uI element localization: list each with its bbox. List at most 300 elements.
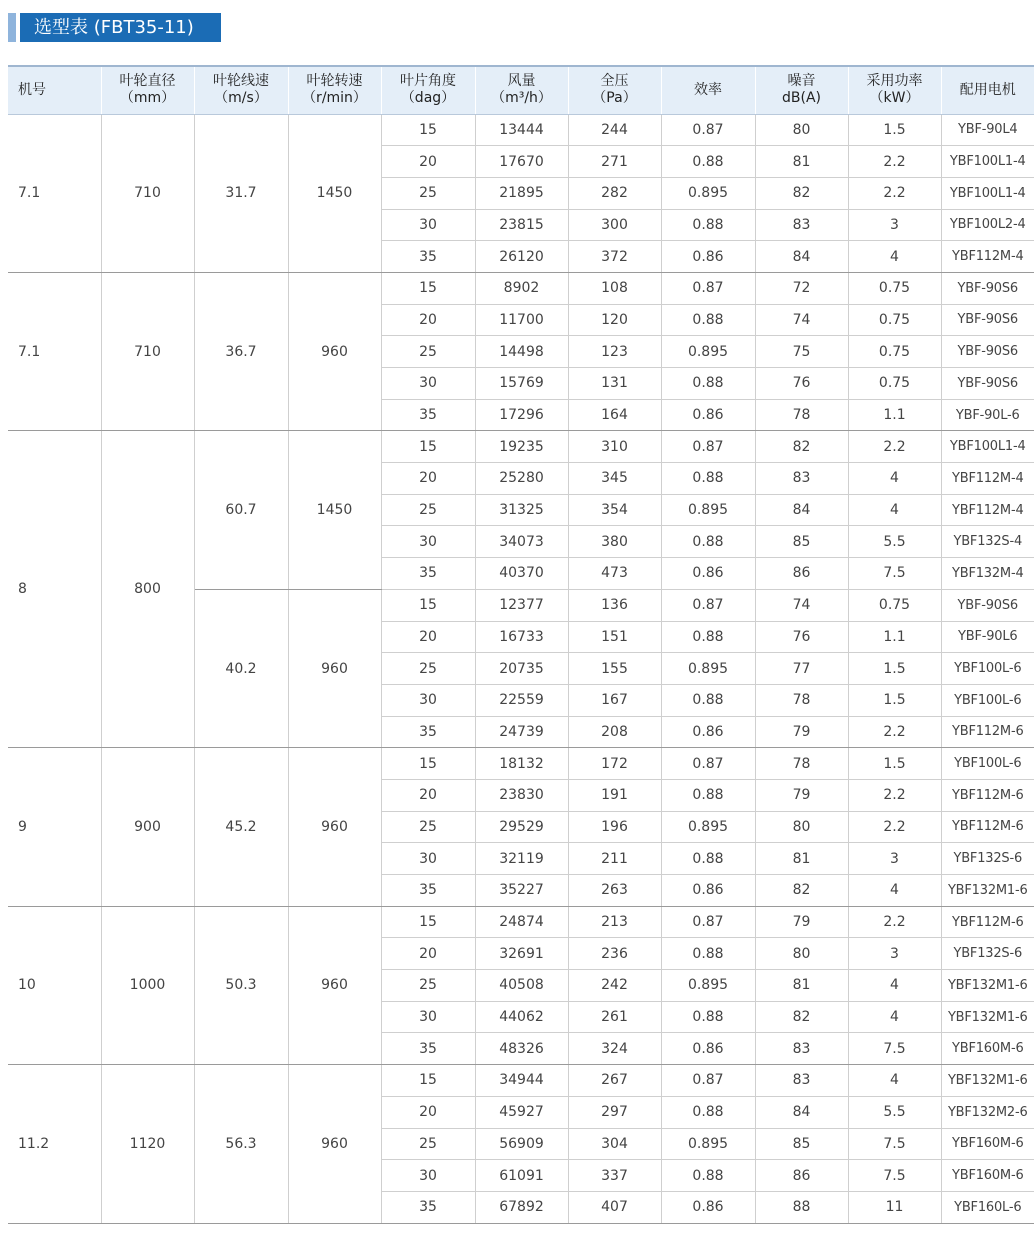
cell-motor: YBF160M-6 <box>941 1160 1034 1192</box>
table-row <box>8 906 1034 938</box>
cell-efficiency: 0.88 <box>661 463 755 495</box>
cell-motor: YBF132S-4 <box>941 526 1034 558</box>
cell-linear-speed: 56.3 <box>194 1065 288 1223</box>
cell-power: 7.5 <box>848 558 941 590</box>
cell-motor: YBF132S-6 <box>941 843 1034 875</box>
cell-motor: YBF-90L-6 <box>941 399 1034 431</box>
cell-airflow: 32691 <box>475 938 568 970</box>
cell-efficiency: 0.895 <box>661 494 755 526</box>
table-row <box>8 431 1034 463</box>
cell-motor: YBF132M1-6 <box>941 1065 1034 1097</box>
cell-motor: YBF100L1-4 <box>941 146 1034 178</box>
cell-efficiency: 0.88 <box>661 304 755 336</box>
cell-motor: YBF112M-4 <box>941 463 1034 495</box>
cell-pressure: 337 <box>568 1160 661 1192</box>
header-linear-speed-label: 叶轮线速 <box>213 73 269 90</box>
cell-angle: 35 <box>381 558 475 590</box>
cell-pressure: 120 <box>568 304 661 336</box>
cell-airflow: 61091 <box>475 1160 568 1192</box>
cell-efficiency: 0.87 <box>661 906 755 938</box>
cell-pressure: 304 <box>568 1128 661 1160</box>
cell-motor: YBF112M-4 <box>941 241 1034 273</box>
cell-airflow: 15769 <box>475 368 568 400</box>
cell-efficiency: 0.88 <box>661 209 755 241</box>
cell-airflow: 44062 <box>475 1001 568 1033</box>
cell-rotation-speed: 1450 <box>288 431 381 589</box>
header-motor: 配用电机 <box>941 66 1034 114</box>
header-blade-angle-label: 叶片角度 <box>400 73 456 90</box>
cell-efficiency: 0.87 <box>661 431 755 463</box>
header-power-label: 采用功率 <box>866 73 923 90</box>
cell-angle: 35 <box>381 241 475 273</box>
cell-noise: 78 <box>755 399 848 431</box>
cell-rotation-speed: 960 <box>288 748 381 906</box>
header-rotation-speed-label: 叶轮转速 <box>306 73 363 90</box>
cell-noise: 77 <box>755 653 848 685</box>
cell-power: 2.2 <box>848 431 941 463</box>
cell-power: 5.5 <box>848 526 941 558</box>
cell-motor: YBF100L1-4 <box>941 431 1034 463</box>
table-row <box>8 1065 1034 1097</box>
cell-pressure: 211 <box>568 843 661 875</box>
header-diameter <box>101 66 194 114</box>
cell-motor: YBF132M2-6 <box>941 1096 1034 1128</box>
header-diameter-label: 叶轮直径 <box>119 73 176 90</box>
cell-angle: 15 <box>381 431 475 463</box>
cell-pressure: 282 <box>568 177 661 209</box>
cell-motor: YBF-90S6 <box>941 589 1034 621</box>
cell-noise: 79 <box>755 716 848 748</box>
header-airflow <box>475 66 568 114</box>
cell-angle: 20 <box>381 938 475 970</box>
cell-efficiency: 0.88 <box>661 146 755 178</box>
cell-power: 4 <box>848 463 941 495</box>
cell-power: 0.75 <box>848 304 941 336</box>
header-noise-unit: dB(A) <box>782 90 821 107</box>
cell-linear-speed: 50.3 <box>194 906 288 1064</box>
table-row <box>8 272 1034 304</box>
cell-power: 7.5 <box>848 1128 941 1160</box>
cell-airflow: 67892 <box>475 1191 568 1223</box>
cell-efficiency: 0.86 <box>661 241 755 273</box>
cell-pressure: 310 <box>568 431 661 463</box>
cell-airflow: 34944 <box>475 1065 568 1097</box>
cell-noise: 74 <box>755 589 848 621</box>
cell-power: 4 <box>848 494 941 526</box>
cell-efficiency: 0.88 <box>661 843 755 875</box>
cell-pressure: 167 <box>568 684 661 716</box>
cell-efficiency: 0.88 <box>661 1001 755 1033</box>
cell-angle: 15 <box>381 114 475 146</box>
table-row <box>8 748 1034 780</box>
cell-angle: 15 <box>381 272 475 304</box>
cell-airflow: 24739 <box>475 716 568 748</box>
cell-motor: YBF100L-6 <box>941 653 1034 685</box>
cell-angle: 30 <box>381 684 475 716</box>
cell-pressure: 407 <box>568 1191 661 1223</box>
cell-pressure: 345 <box>568 463 661 495</box>
cell-efficiency: 0.86 <box>661 716 755 748</box>
section-title: 选型表 (FBT35-11) <box>20 13 221 42</box>
cell-efficiency: 0.86 <box>661 1191 755 1223</box>
header-row <box>8 66 1034 114</box>
cell-linear-speed: 45.2 <box>194 748 288 906</box>
cell-machine-no: 8 <box>8 431 101 748</box>
cell-efficiency: 0.88 <box>661 526 755 558</box>
cell-airflow: 31325 <box>475 494 568 526</box>
header-linear-speed <box>194 66 288 114</box>
cell-motor: YBF-90S6 <box>941 368 1034 400</box>
cell-power: 4 <box>848 1065 941 1097</box>
cell-linear-speed: 60.7 <box>194 431 288 589</box>
cell-power: 1.5 <box>848 748 941 780</box>
cell-efficiency: 0.895 <box>661 336 755 368</box>
cell-noise: 83 <box>755 463 848 495</box>
cell-power: 3 <box>848 938 941 970</box>
cell-pressure: 131 <box>568 368 661 400</box>
cell-efficiency: 0.88 <box>661 938 755 970</box>
cell-power: 3 <box>848 209 941 241</box>
cell-angle: 20 <box>381 463 475 495</box>
title-accent <box>8 13 16 42</box>
cell-power: 0.75 <box>848 272 941 304</box>
cell-angle: 20 <box>381 621 475 653</box>
cell-motor: YBF132M1-6 <box>941 875 1034 907</box>
cell-angle: 30 <box>381 209 475 241</box>
cell-efficiency: 0.87 <box>661 748 755 780</box>
cell-noise: 79 <box>755 779 848 811</box>
cell-noise: 79 <box>755 906 848 938</box>
cell-motor: YBF-90L6 <box>941 621 1034 653</box>
cell-diameter: 710 <box>101 114 194 272</box>
cell-linear-speed: 31.7 <box>194 114 288 272</box>
cell-angle: 15 <box>381 1065 475 1097</box>
cell-noise: 72 <box>755 272 848 304</box>
cell-noise: 81 <box>755 970 848 1002</box>
cell-efficiency: 0.895 <box>661 811 755 843</box>
cell-machine-no: 7.1 <box>8 272 101 430</box>
cell-motor: YBF112M-6 <box>941 811 1034 843</box>
header-pressure-label: 全压 <box>600 73 629 90</box>
header-noise-label: 噪音 <box>787 73 816 90</box>
cell-pressure: 473 <box>568 558 661 590</box>
cell-noise: 80 <box>755 114 848 146</box>
cell-power: 4 <box>848 241 941 273</box>
cell-motor: YBF-90L4 <box>941 114 1034 146</box>
cell-airflow: 34073 <box>475 526 568 558</box>
cell-power: 4 <box>848 875 941 907</box>
header-power-unit: （kW） <box>869 90 920 107</box>
cell-motor: YBF112M-6 <box>941 779 1034 811</box>
cell-pressure: 242 <box>568 970 661 1002</box>
cell-airflow: 21895 <box>475 177 568 209</box>
cell-efficiency: 0.88 <box>661 1160 755 1192</box>
cell-diameter: 1120 <box>101 1065 194 1223</box>
cell-airflow: 40370 <box>475 558 568 590</box>
cell-angle: 20 <box>381 779 475 811</box>
cell-airflow: 14498 <box>475 336 568 368</box>
table-row <box>8 114 1034 146</box>
table-body <box>8 114 1034 1223</box>
cell-angle: 20 <box>381 1096 475 1128</box>
cell-airflow: 32119 <box>475 843 568 875</box>
cell-pressure: 372 <box>568 241 661 273</box>
cell-power: 11 <box>848 1191 941 1223</box>
cell-motor: YBF-90S6 <box>941 336 1034 368</box>
cell-airflow: 16733 <box>475 621 568 653</box>
header-blade-angle-unit: （dag） <box>400 90 456 107</box>
cell-motor: YBF100L-6 <box>941 748 1034 780</box>
cell-pressure: 244 <box>568 114 661 146</box>
cell-motor: YBF100L1-4 <box>941 177 1034 209</box>
cell-airflow: 8902 <box>475 272 568 304</box>
cell-efficiency: 0.88 <box>661 368 755 400</box>
cell-pressure: 297 <box>568 1096 661 1128</box>
cell-angle: 15 <box>381 748 475 780</box>
cell-efficiency: 0.895 <box>661 653 755 685</box>
cell-noise: 85 <box>755 526 848 558</box>
cell-pressure: 155 <box>568 653 661 685</box>
cell-pressure: 151 <box>568 621 661 653</box>
cell-efficiency: 0.895 <box>661 177 755 209</box>
cell-airflow: 24874 <box>475 906 568 938</box>
cell-noise: 82 <box>755 177 848 209</box>
cell-noise: 84 <box>755 241 848 273</box>
cell-noise: 78 <box>755 748 848 780</box>
header-rotation-speed-unit: （r/min） <box>302 90 367 107</box>
cell-motor: YBF112M-4 <box>941 494 1034 526</box>
cell-diameter: 900 <box>101 748 194 906</box>
cell-efficiency: 0.86 <box>661 558 755 590</box>
cell-airflow: 25280 <box>475 463 568 495</box>
cell-power: 0.75 <box>848 589 941 621</box>
header-blade-angle <box>381 66 475 114</box>
cell-noise: 78 <box>755 684 848 716</box>
cell-power: 0.75 <box>848 336 941 368</box>
cell-pressure: 271 <box>568 146 661 178</box>
cell-pressure: 196 <box>568 811 661 843</box>
cell-airflow: 23830 <box>475 779 568 811</box>
cell-airflow: 29529 <box>475 811 568 843</box>
header-rotation-speed <box>288 66 381 114</box>
cell-noise: 86 <box>755 1160 848 1192</box>
cell-power: 1.5 <box>848 684 941 716</box>
header-pressure <box>568 66 661 114</box>
cell-angle: 25 <box>381 811 475 843</box>
header-diameter-unit: （mm） <box>119 90 176 107</box>
cell-motor: YBF132M-4 <box>941 558 1034 590</box>
cell-pressure: 136 <box>568 589 661 621</box>
cell-noise: 85 <box>755 1128 848 1160</box>
cell-airflow: 40508 <box>475 970 568 1002</box>
header-pressure-unit: （Pa） <box>592 90 637 107</box>
cell-linear-speed: 40.2 <box>194 589 288 747</box>
cell-efficiency: 0.86 <box>661 399 755 431</box>
cell-noise: 86 <box>755 558 848 590</box>
cell-pressure: 164 <box>568 399 661 431</box>
cell-airflow: 45927 <box>475 1096 568 1128</box>
cell-angle: 25 <box>381 177 475 209</box>
cell-noise: 81 <box>755 843 848 875</box>
cell-power: 4 <box>848 970 941 1002</box>
cell-diameter: 800 <box>101 431 194 748</box>
cell-motor: YBF132S-6 <box>941 938 1034 970</box>
cell-pressure: 191 <box>568 779 661 811</box>
cell-power: 3 <box>848 843 941 875</box>
cell-airflow: 19235 <box>475 431 568 463</box>
cell-pressure: 208 <box>568 716 661 748</box>
cell-angle: 25 <box>381 970 475 1002</box>
cell-efficiency: 0.87 <box>661 1065 755 1097</box>
cell-motor: YBF100L-6 <box>941 684 1034 716</box>
cell-machine-no: 10 <box>8 906 101 1064</box>
cell-angle: 30 <box>381 1160 475 1192</box>
cell-noise: 80 <box>755 811 848 843</box>
cell-pressure: 380 <box>568 526 661 558</box>
cell-motor: YBF160M-6 <box>941 1033 1034 1065</box>
header-linear-speed-unit: （m/s） <box>214 90 268 107</box>
cell-airflow: 17296 <box>475 399 568 431</box>
cell-motor: YBF160M-6 <box>941 1128 1034 1160</box>
cell-efficiency: 0.87 <box>661 589 755 621</box>
cell-airflow: 35227 <box>475 875 568 907</box>
cell-pressure: 261 <box>568 1001 661 1033</box>
cell-motor: YBF-90S6 <box>941 272 1034 304</box>
cell-power: 2.2 <box>848 146 941 178</box>
cell-noise: 74 <box>755 304 848 336</box>
cell-airflow: 17670 <box>475 146 568 178</box>
cell-noise: 83 <box>755 1065 848 1097</box>
cell-airflow: 11700 <box>475 304 568 336</box>
cell-airflow: 26120 <box>475 241 568 273</box>
cell-pressure: 324 <box>568 1033 661 1065</box>
cell-airflow: 20735 <box>475 653 568 685</box>
header-airflow-label: 风量 <box>507 73 536 90</box>
cell-airflow: 56909 <box>475 1128 568 1160</box>
cell-airflow: 22559 <box>475 684 568 716</box>
cell-power: 0.75 <box>848 368 941 400</box>
cell-angle: 30 <box>381 368 475 400</box>
cell-rotation-speed: 960 <box>288 906 381 1064</box>
cell-machine-no: 11.2 <box>8 1065 101 1223</box>
cell-motor: YBF160L-6 <box>941 1191 1034 1223</box>
section-title-bar <box>8 13 221 42</box>
cell-angle: 15 <box>381 906 475 938</box>
cell-power: 1.5 <box>848 653 941 685</box>
cell-efficiency: 0.87 <box>661 114 755 146</box>
cell-angle: 25 <box>381 653 475 685</box>
header-efficiency: 效率 <box>661 66 755 114</box>
cell-noise: 82 <box>755 431 848 463</box>
cell-noise: 84 <box>755 1096 848 1128</box>
cell-efficiency: 0.895 <box>661 1128 755 1160</box>
cell-angle: 35 <box>381 1191 475 1223</box>
cell-rotation-speed: 1450 <box>288 114 381 272</box>
cell-diameter: 710 <box>101 272 194 430</box>
cell-noise: 82 <box>755 1001 848 1033</box>
cell-efficiency: 0.86 <box>661 1033 755 1065</box>
cell-motor: YBF132M1-6 <box>941 970 1034 1002</box>
cell-pressure: 354 <box>568 494 661 526</box>
cell-power: 2.2 <box>848 716 941 748</box>
cell-pressure: 108 <box>568 272 661 304</box>
cell-pressure: 123 <box>568 336 661 368</box>
header-noise <box>755 66 848 114</box>
header-machine-no: 机号 <box>8 66 101 114</box>
cell-machine-no: 7.1 <box>8 114 101 272</box>
cell-angle: 30 <box>381 1001 475 1033</box>
cell-noise: 83 <box>755 1033 848 1065</box>
cell-machine-no: 9 <box>8 748 101 906</box>
cell-pressure: 172 <box>568 748 661 780</box>
cell-power: 1.5 <box>848 114 941 146</box>
cell-noise: 81 <box>755 146 848 178</box>
cell-rotation-speed: 960 <box>288 272 381 430</box>
cell-pressure: 263 <box>568 875 661 907</box>
cell-power: 5.5 <box>848 1096 941 1128</box>
cell-efficiency: 0.86 <box>661 875 755 907</box>
cell-angle: 35 <box>381 1033 475 1065</box>
cell-noise: 88 <box>755 1191 848 1223</box>
cell-noise: 76 <box>755 368 848 400</box>
cell-angle: 20 <box>381 146 475 178</box>
cell-pressure: 213 <box>568 906 661 938</box>
cell-power: 1.1 <box>848 399 941 431</box>
cell-airflow: 18132 <box>475 748 568 780</box>
selection-table <box>8 65 1034 1224</box>
cell-motor: YBF-90S6 <box>941 304 1034 336</box>
cell-pressure: 236 <box>568 938 661 970</box>
header-power <box>848 66 941 114</box>
cell-pressure: 300 <box>568 209 661 241</box>
cell-angle: 30 <box>381 843 475 875</box>
cell-motor: YBF100L2-4 <box>941 209 1034 241</box>
cell-power: 2.2 <box>848 906 941 938</box>
cell-noise: 76 <box>755 621 848 653</box>
cell-noise: 75 <box>755 336 848 368</box>
cell-airflow: 13444 <box>475 114 568 146</box>
cell-pressure: 267 <box>568 1065 661 1097</box>
cell-efficiency: 0.87 <box>661 272 755 304</box>
cell-rotation-speed: 960 <box>288 589 381 747</box>
cell-noise: 84 <box>755 494 848 526</box>
header-airflow-unit: （m³/h） <box>491 90 552 107</box>
cell-power: 2.2 <box>848 811 941 843</box>
cell-motor: YBF112M-6 <box>941 906 1034 938</box>
cell-power: 2.2 <box>848 177 941 209</box>
cell-efficiency: 0.88 <box>661 621 755 653</box>
cell-angle: 25 <box>381 494 475 526</box>
cell-noise: 83 <box>755 209 848 241</box>
cell-power: 4 <box>848 1001 941 1033</box>
cell-power: 7.5 <box>848 1160 941 1192</box>
cell-efficiency: 0.88 <box>661 779 755 811</box>
cell-noise: 82 <box>755 875 848 907</box>
cell-motor: YBF112M-6 <box>941 716 1034 748</box>
cell-efficiency: 0.88 <box>661 1096 755 1128</box>
cell-diameter: 1000 <box>101 906 194 1064</box>
cell-rotation-speed: 960 <box>288 1065 381 1223</box>
cell-airflow: 48326 <box>475 1033 568 1065</box>
cell-motor: YBF132M1-6 <box>941 1001 1034 1033</box>
cell-power: 7.5 <box>848 1033 941 1065</box>
cell-angle: 25 <box>381 1128 475 1160</box>
cell-angle: 35 <box>381 875 475 907</box>
cell-airflow: 12377 <box>475 589 568 621</box>
cell-angle: 35 <box>381 716 475 748</box>
cell-angle: 15 <box>381 589 475 621</box>
cell-power: 1.1 <box>848 621 941 653</box>
